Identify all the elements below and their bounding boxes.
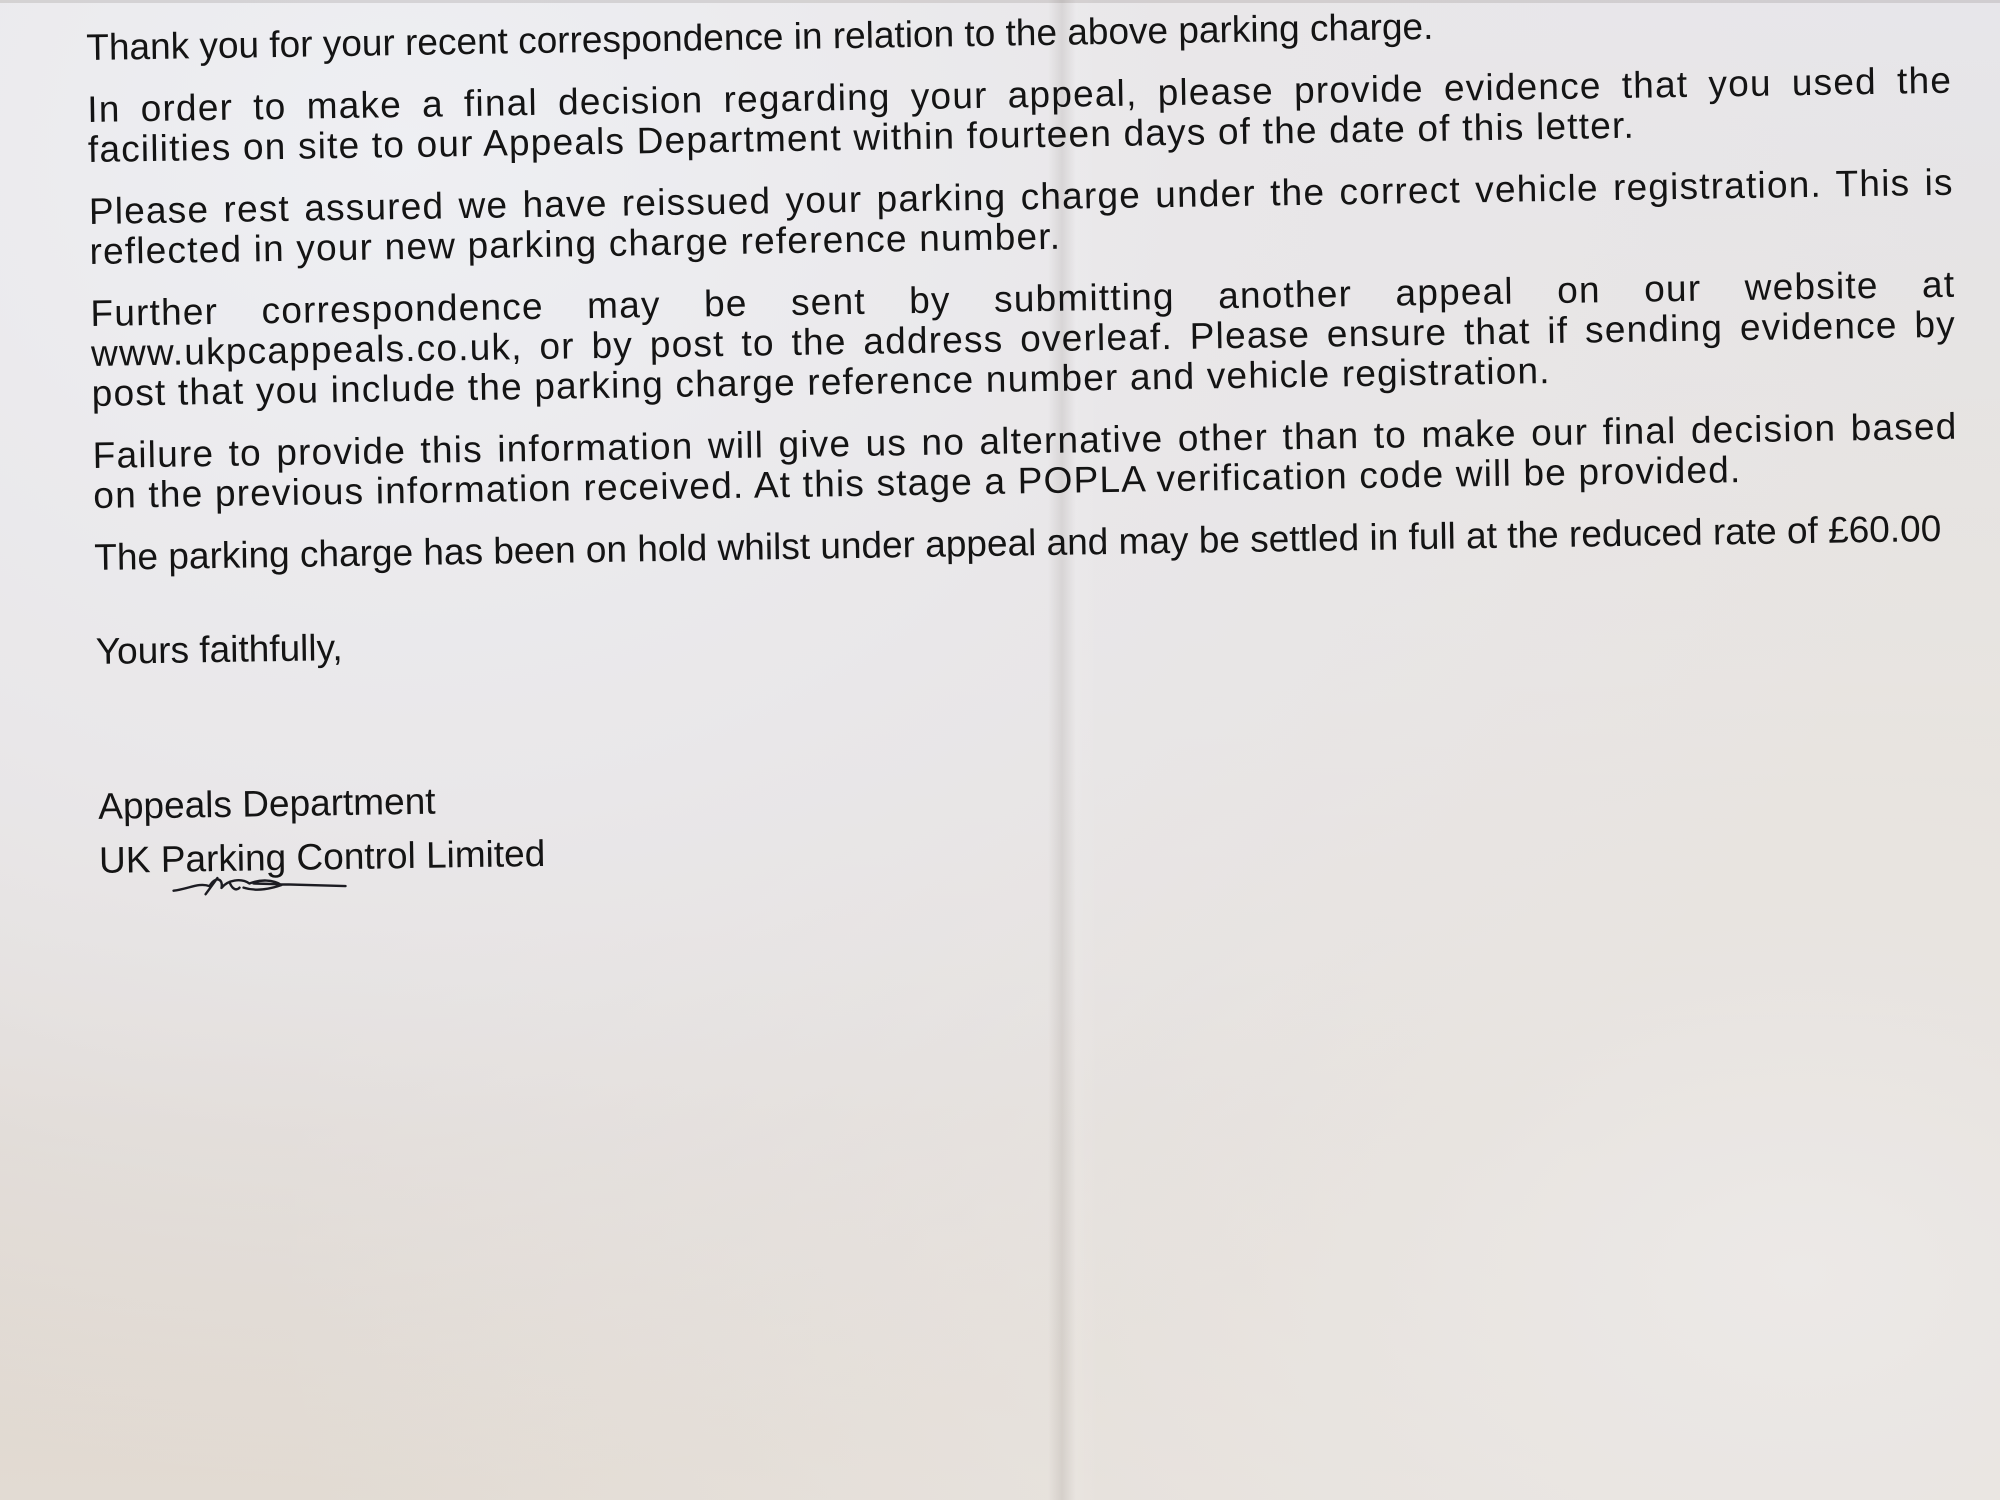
paragraph-reissued-charge: Please rest assured we have reissued your parking charge under the correct vehicle registration. This is reflected in your new parking charge reference number. [88, 161, 1954, 272]
sender-company: UK Parking Control Limited [98, 832, 546, 881]
paragraph-further-correspondence: Further correspondence may be sent by submitting another appeal on our website at www.ukpcappeals.co.uk, or by post to the address overleaf. Please ensure that if sending evidence by post that you include the parking charge reference number and vehicle registration. [90, 263, 1957, 414]
closing-salutation: Yours faithfully, [95, 627, 343, 672]
paragraph-thanks: Thank you for your recent correspondence in relation to the above parking charge. [85, 5, 1434, 68]
sender-department: Appeals Department [97, 780, 436, 827]
signature-scribble [169, 856, 350, 909]
letter-body [86, 0, 1979, 888]
paragraph-reduced-rate: The parking charge has been on hold whilst under appeal and may be settled in full at the reduced rate of £60.00 [93, 507, 1942, 578]
sender-block [98, 750, 1979, 888]
paragraph-evidence-request: In order to make a final decision regarding your appeal, please provide evidence that you used the facilities on site to our Appeals Department within fourteen days of the date of this letter. [86, 59, 1953, 170]
paragraph-failure-notice: Failure to provide this information will give us no alternative other than to make our final decision based on the previous information received. At this stage a POPLA verification code will be provided. [92, 405, 1958, 516]
